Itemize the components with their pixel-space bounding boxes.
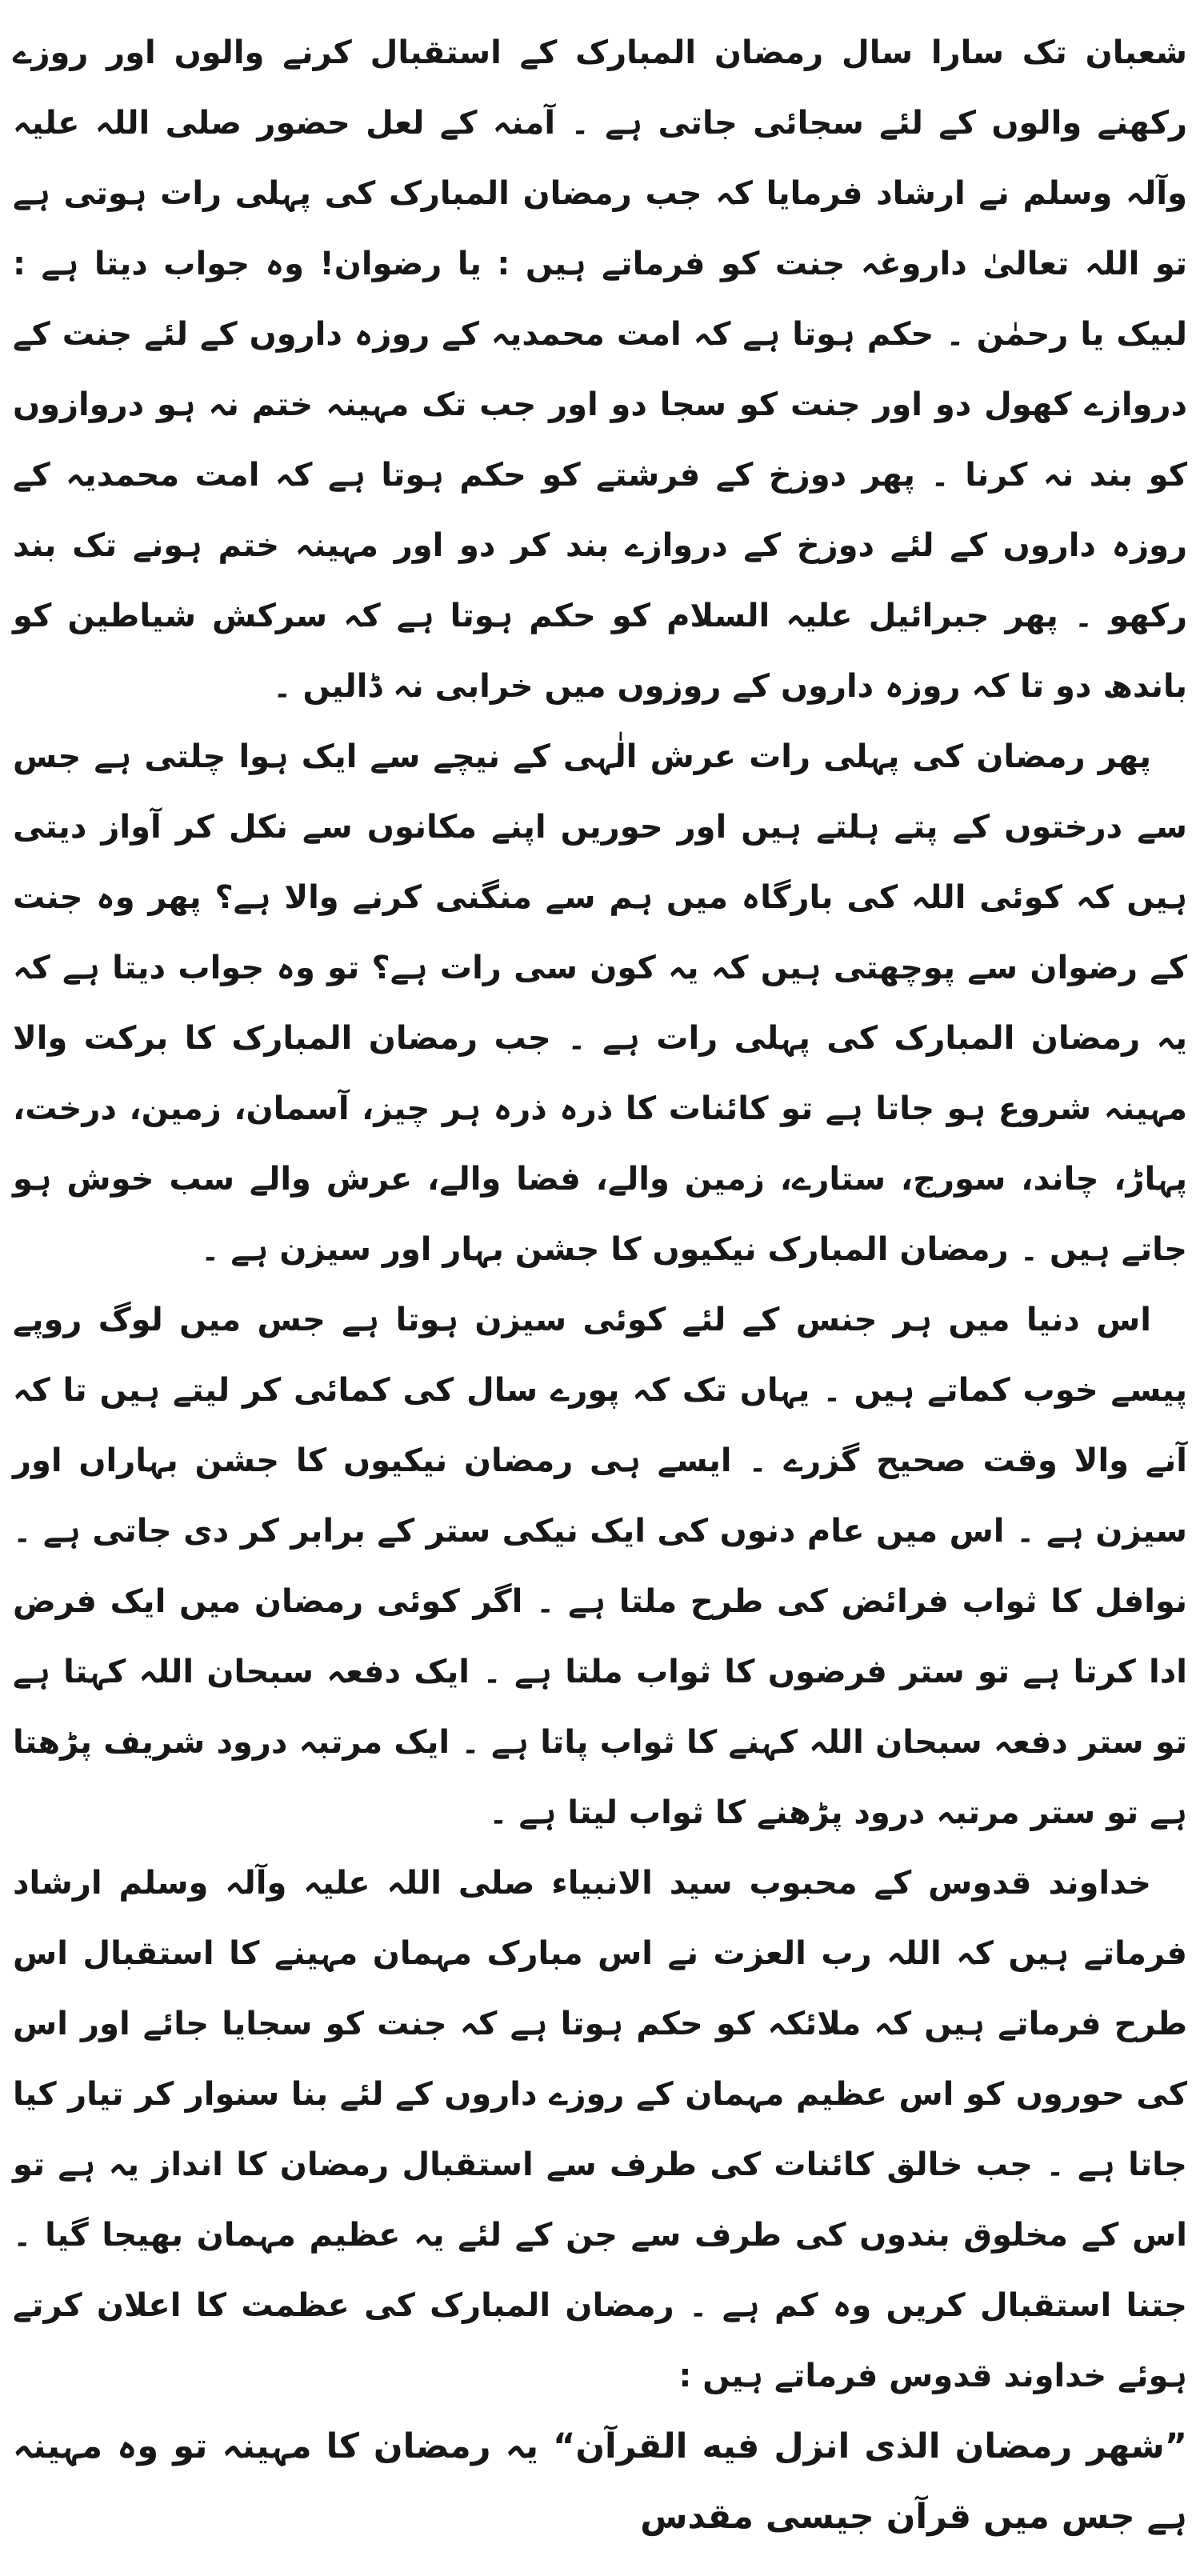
paragraph-first-night-breeze: پھر رمضان کی پہلی رات عرش الٰہی کے نیچے سے ایک ہوا چلتی ہے جس سے درختوں کے پتے ہلتے ہیں اور حوریں اپنے مکانوں سے نکل کر آواز دیتی ہیں کہ کوئی اللہ کی بارگاہ میں ہم سے منگنی کرنے والا ہے؟ پھر وہ جنت کے رضوان سے پوچھتی ہیں کہ یہ کون سی رات ہے؟ تو وہ جواب دیتا ہے کہ یہ رمضان المبارک کی پہلی رات ہے ۔ جب رمضان المبارک کا برکت والا مہینہ شروع ہو جاتا ہے تو کائنات کا ذرہ ذرہ ہر چیز، آسمان، زمین، درخت، پہاڑ، چاند، سورج، ستارے، زمین والے، فضا والے، عرش والے سب خوش ہو جاتے ہیں ۔ رمضان المبارک نیکیوں کا جشن بہار اور سیزن ہے ۔ [13,738,1188,1268]
urdu-article-body [13,18,1187,2552]
paragraph-shaban-decoration: شعبان تک سارا سال رمضان المبارک کے استقبال کرنے والوں اور روزے رکھنے والوں کے لئے سجائی جاتی ہے ۔ آمنہ کے لعل حضور صلی اللہ علیہ وآلہ وسلم نے ارشاد فرمایا کہ جب رمضان المبارک کی پہلی رات ہوتی ہے تو اللہ تعالیٰ داروغہ جنت کو فرماتے ہیں : یا رضوان! وہ جواب دیتا ہے : لبیک یا رحمٰن ۔ حکم ہوتا ہے کہ امت محمدیہ کے روزہ داروں کے لئے جنت کے دروازے کھول دو اور جنت کو سجا دو اور جب تک مہینہ ختم نہ ہو دروازوں کو بند نہ کرنا ۔ پھر دوزخ کے فرشتے کو حکم ہوتا ہے کہ امت محمدیہ کے روزہ داروں کے لئے دوزخ کے دروازے بند کر دو اور مہینہ ختم ہونے تک بند رکھو ۔ پھر جبرائیل علیہ السلام کو حکم ہوتا ہے کہ سرکش شیاطین کو باندھ دو تا کہ روزہ داروں کے روزوں میں خرابی نہ ڈالیں ۔ [13,34,1187,705]
paragraph-season-of-good-deeds: اس دنیا میں ہر جنس کے لئے کوئی سیزن ہوتا ہے جس میں لوگ روپے پیسے خوب کماتے ہیں ۔ یہاں تک کہ پورے سال کی کمائی کر لیتے ہیں تا کہ آنے والا وقت صحیح گزرے ۔ ایسے ہی رمضان نیکیوں کا جشن بہاراں اور سیزن ہے ۔ اس میں عام دنوں کی ایک نیکی ستر کے برابر کر دی جاتی ہے ۔ نوافل کا ثواب فرائض کی طرح ملتا ہے ۔ اگر کوئی رمضان میں ایک فرض ادا کرتا ہے تو ستر فرضوں کا ثواب ملتا ہے ۔ ایک دفعہ سبحان اللہ کہتا ہے تو ستر دفعہ سبحان اللہ کہنے کا ثواب پاتا ہے ۔ ایک مرتبہ درود شریف پڑھتا ہے تو ستر مرتبہ درود پڑھنے کا ثواب لیتا ہے ۔ [13,1302,1187,1831]
paragraph-quran-quote: ”شهر رمضان الذی انزل فیه القرآن“ یہ رمضان کا مہینہ تو وہ مہینہ ہے جس میں قرآن جیسی مقدس [13,2426,1187,2537]
paragraph-welcoming-the-guest-month: خداوند قدوس کے محبوب سید الانبیاء صلی اللہ علیہ وآلہ وسلم ارشاد فرماتے ہیں کہ اللہ رب العزت نے اس مبارک مہمان مہینے کا استقبال اس طرح فرماتے ہیں کہ ملائکہ کو حکم ہوتا ہے کہ جنت کو سجایا جائے اور اس کی حوروں کو اس عظیم مہمان کے روزے داروں کے لئے بنا سنوار کر تیار کیا جاتا ہے ۔ جب خالق کائنات کی طرف سے استقبال رمضان کا انداز یہ ہے تو اس کے مخلوق بندوں کی طرف سے جن کے لئے یہ عظیم مہمان بھیجا گیا ۔ جتنا استقبال کریں وہ کم ہے ۔ رمضان المبارک کی عظمت کا اعلان کرتے ہوئے خداوند قدوس فرماتے ہیں : [13,1865,1187,2394]
